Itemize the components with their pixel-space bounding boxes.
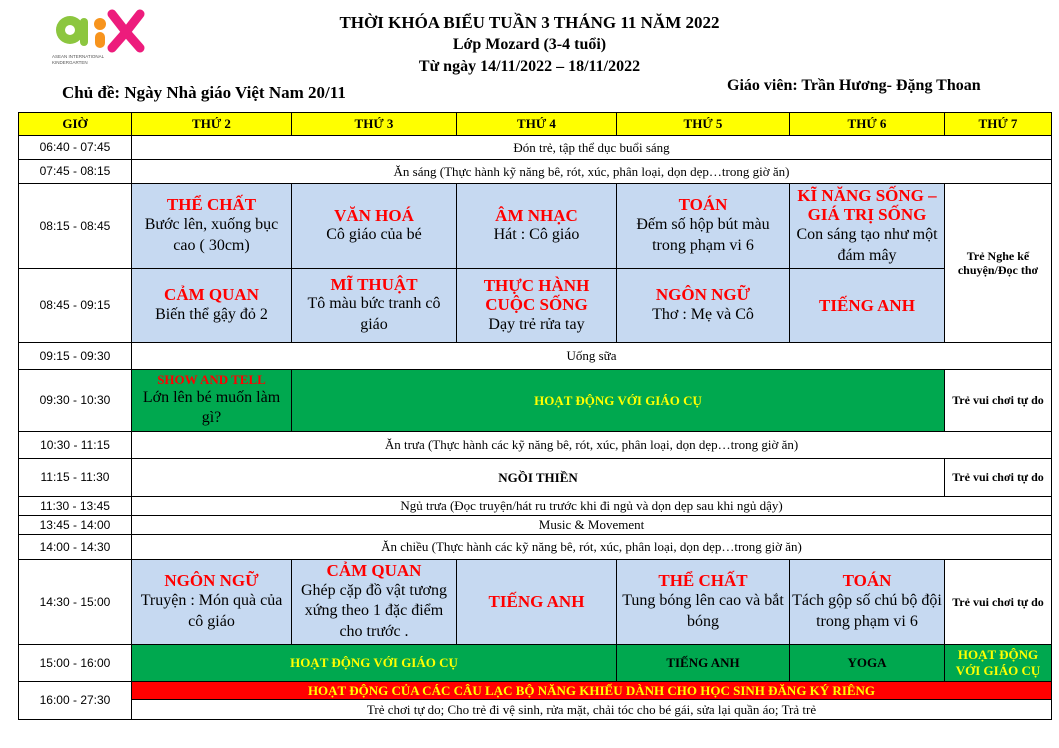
saturday-cell: Trẻ vui chơi tự do [945,370,1052,432]
activity-cell: Uống sữa [132,343,1052,370]
saturday-cell: Trẻ vui chơi tự do [945,560,1052,645]
lesson-desc: Thơ : Mẹ và Cô [652,305,754,323]
activity-cell: Music & Movement [132,516,1052,535]
activity-cell: NGỒI THIỀN [132,459,945,497]
lesson-desc: Tô màu bức tranh cô giáo [307,295,441,334]
lesson-desc: Truyện : Món quà của cô giáo [140,591,283,630]
time-cell: 10:30 - 11:15 [19,432,132,459]
time-cell: 13:45 - 14:00 [19,516,132,535]
table-row [19,516,1052,535]
table-row [19,184,1052,269]
lesson-desc: Dạy trẻ rửa tay [488,315,585,333]
table-row [19,432,1052,459]
table-row [19,136,1052,160]
table-row [19,370,1052,432]
table-row [19,560,1052,645]
lesson-cell-wed [457,184,617,269]
col-header-time: GIỜ [19,113,132,136]
lesson-desc: Đếm số hộp bút màu trong phạm vi 6 [636,215,770,254]
clubs-banner: HOẠT ĐỘNG CỦA CÁC CÂU LẠC BỘ NĂNG KHIẾU DÀNH CHO HỌC SINH ĐĂNG KÝ RIÊNG [132,682,1052,700]
saturday-cell: Trẻ vui chơi tự do [945,459,1052,497]
lesson-desc: Tung bóng lên cao và bắt bóng [622,591,784,630]
activity-cell: Đón trẻ, tập thể dục buổi sáng [132,136,1052,160]
lesson-desc: Bước lên, xuống bục cao ( 30cm) [144,215,279,254]
lesson-subject: ÂM NHẠC [495,205,578,225]
lesson-cell-thu [617,184,790,269]
lesson-cell-thu [617,560,790,645]
lesson-subject: NGÔN NGỮ [655,285,751,305]
time-cell: 11:15 - 11:30 [19,459,132,497]
table-row [19,497,1052,516]
lesson-subject: KĨ NĂNG SỐNG – GIÁ TRỊ SỐNG [797,185,937,225]
lesson-desc: Ghép cặp đồ vật tương xứng theo 1 đặc điểm cho trước . [301,581,447,641]
english-cell: TIẾNG ANH [617,645,790,682]
lesson-desc: Lớn lên bé muốn làm gì? [142,388,281,427]
time-cell: 11:30 - 13:45 [19,497,132,516]
lesson-subject: TOÁN [842,571,892,591]
table-row [19,343,1052,370]
lesson-cell-fri [790,269,945,343]
lesson-subject: CẢM QUAN [164,285,259,305]
table-row [19,682,1052,700]
timetable [18,112,1052,720]
col-header-mon: THỨ 2 [132,113,292,136]
lesson-desc: Tách gộp số chú bộ đội trong phạm vi 6 [792,591,942,630]
saturday-cell: HOẠT ĐỘNG VỚI GIÁO CỤ [945,645,1052,682]
lesson-cell-wed [457,560,617,645]
time-cell: 14:00 - 14:30 [19,535,132,560]
table-row [19,700,1052,720]
time-cell: 16:00 - 27:30 [19,682,132,720]
lesson-cell-fri [790,184,945,269]
activity-cell: Ăn chiều (Thực hành các kỹ năng bê, rót, xúc, phân loại, dọn dẹp…trong giờ ăn) [132,535,1052,560]
table-row [19,459,1052,497]
col-header-fri: THỨ 6 [790,113,945,136]
time-cell: 15:00 - 16:00 [19,645,132,682]
lesson-subject: NGÔN NGỮ [164,571,259,591]
lesson-desc: Cô giáo của bé [326,226,422,244]
lesson-cell-tue [292,560,457,645]
montessori-activity-cell: HOẠT ĐỘNG VỚI GIÁO CỤ [132,645,617,682]
lesson-subject: SHOW AND TELL [157,371,266,387]
lesson-cell-mon [132,269,292,343]
time-cell: 09:30 - 10:30 [19,370,132,432]
activity-cell: Ngủ trưa (Đọc truyện/hát ru trước khi đi ngủ và dọn dẹp sau khi ngủ dậy) [132,497,1052,516]
teacher-label: Giáo viên: Trần Hương- Đặng Thoan [727,77,981,94]
lesson-desc: Hát : Cô giáo [493,226,580,244]
lesson-subject: TOÁN [678,195,728,215]
lesson-cell-mon [132,560,292,645]
lesson-subject: MĨ THUẬT [330,274,418,294]
lesson-cell-tue [292,269,457,343]
col-header-thu: THỨ 5 [617,113,790,136]
page-title: THỜI KHÓA BIỂU TUẦN 3 THÁNG 11 NĂM 2022 [339,13,720,32]
time-cell: 14:30 - 15:00 [19,560,132,645]
table-row [19,535,1052,560]
lesson-subject: THỂ CHẤT [166,195,257,215]
time-cell: 07:45 - 08:15 [19,160,132,184]
yoga-cell: YOGA [790,645,945,682]
lesson-subject: VĂN HOÁ [334,205,414,225]
table-row [19,645,1052,682]
lesson-cell-mon [132,184,292,269]
header-row [19,113,1052,136]
saturday-cell: Trẻ Nghe kể chuyện/Đọc thơ [945,184,1052,343]
activity-cell: Trẻ chơi tự do; Cho trẻ đi vệ sinh, rửa mặt, chải tóc cho bé gái, sửa lại quần áo; Trả trẻ [132,700,1052,720]
lesson-cell-tue [292,184,457,269]
table-row [19,269,1052,343]
time-cell: 08:15 - 08:45 [19,184,132,269]
time-cell: 08:45 - 09:15 [19,269,132,343]
show-and-tell-cell [132,370,292,432]
date-range: Từ ngày 14/11/2022 – 18/11/2022 [418,58,641,75]
lesson-desc: Con sáng tạo như một đám mây [796,225,938,264]
activity-cell: Ăn sáng (Thực hành kỹ năng bê, rót, xúc, phân loại, dọn dẹp…trong giờ ăn) [132,160,1052,184]
svg-text:KINDERGARTEN: KINDERGARTEN [52,60,88,65]
col-header-wed: THỨ 4 [457,113,617,136]
col-header-sat: THỨ 7 [945,113,1052,136]
lesson-subject: TIẾNG ANH [819,295,915,315]
time-cell: 06:40 - 07:45 [19,136,132,160]
lesson-cell-thu [617,269,790,343]
lesson-subject: TIẾNG ANH [488,592,585,612]
time-cell: 09:15 - 09:30 [19,343,132,370]
theme-label: Chủ đề: Ngày Nhà giáo Việt Nam 20/11 [62,83,346,102]
montessori-activity-cell: HOẠT ĐỘNG VỚI GIÁO CỤ [292,370,945,432]
lesson-cell-fri [790,560,945,645]
activity-cell: Ăn trưa (Thực hành các kỹ năng bê, rót, xúc, phân loại, dọn dẹp…trong giờ ăn) [132,432,1052,459]
lesson-subject: THỰC HÀNH CUỘC SỐNG [483,275,590,315]
lesson-cell-wed [457,269,617,343]
lesson-desc: Biến thể gậy đỏ 2 [155,305,268,323]
lesson-subject: CẢM QUAN [326,561,422,581]
table-row [19,160,1052,184]
svg-text:ASEAN INTERNATIONAL: ASEAN INTERNATIONAL [52,54,105,59]
col-header-tue: THỨ 3 [292,113,457,136]
lesson-subject: THỂ CHẤT [658,571,748,591]
class-name: Lớp Mozard (3-4 tuổi) [452,36,607,53]
